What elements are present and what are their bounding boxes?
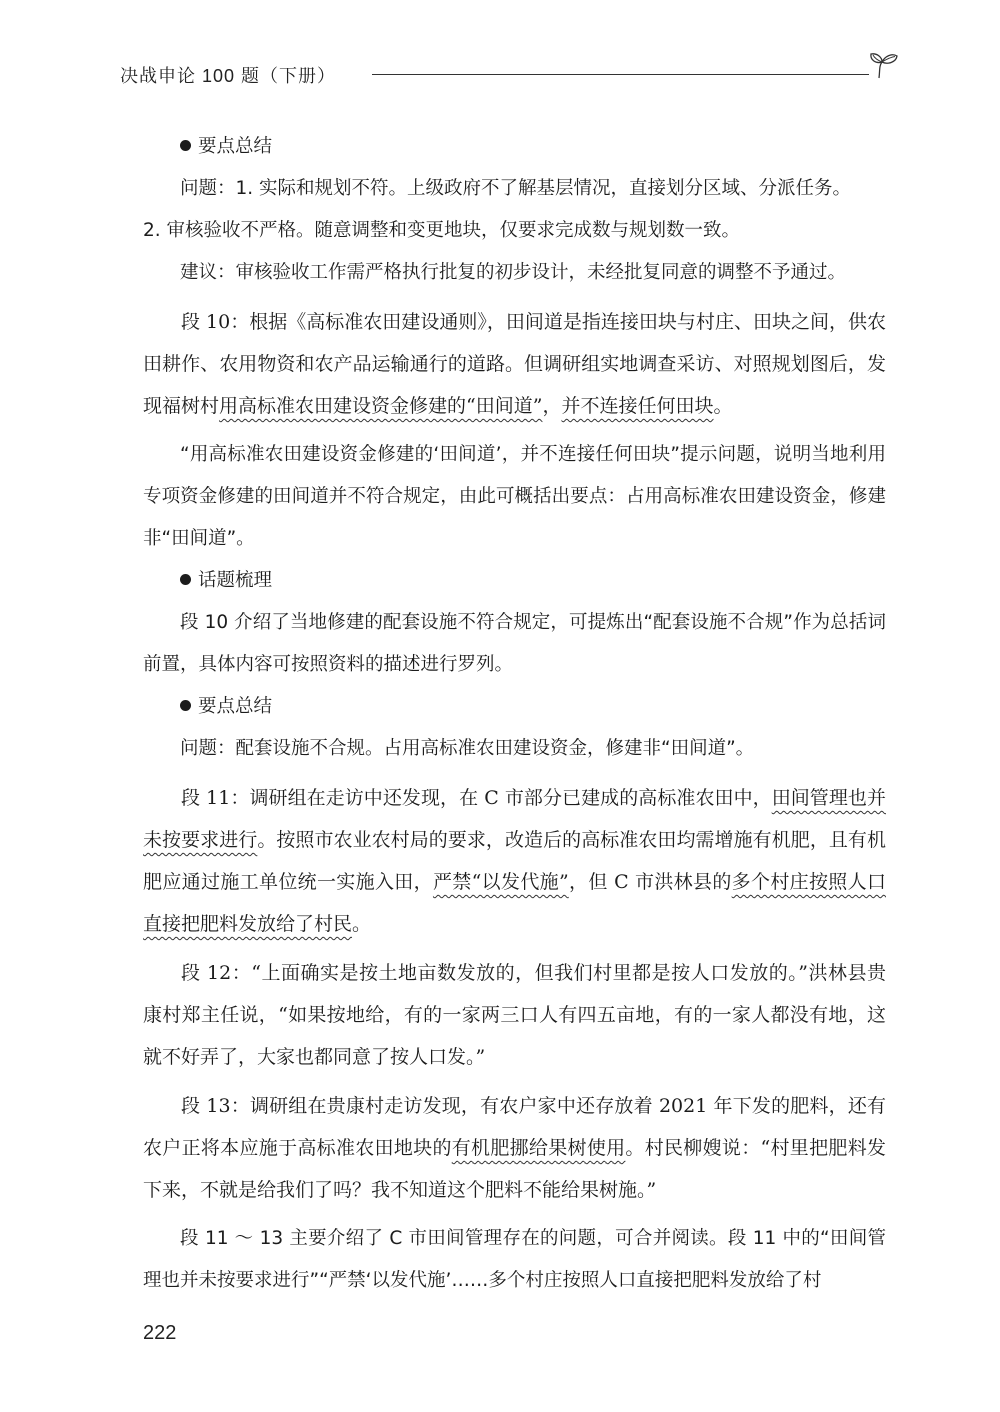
page-body (143, 126, 886, 1302)
highlighted-phrase: 用高标准农田建设资金修建的“田间道” (219, 395, 543, 417)
text-segment: ，但 C 市洪林县的 (568, 871, 732, 893)
analysis-paragraph: 建议：审核验收工作需严格执行批复的初步设计，未经批复同意的调整不予通过。 (180, 262, 847, 283)
bullet-icon (180, 574, 191, 585)
sprout-icon (865, 48, 901, 80)
highlighted-phrase: 并不连接任何田块 (561, 395, 714, 417)
section-heading (143, 560, 886, 602)
text-segment: 段 11：调研组在走访中还发现，在 C 市部分已建成的高标准农田中， (181, 787, 772, 809)
bullet-icon (180, 700, 191, 711)
analysis-paragraph: 问题：配套设施不合规。占用高标准农田建设资金，修建非“田间道”。 (180, 738, 755, 759)
section-heading (143, 686, 886, 728)
analysis-paragraph: 2. 审核验收不严格。随意调整和变更地块，仅要求完成数与规划数一致。 (143, 220, 741, 241)
analysis-paragraph: 问题：1. 实际和规划不符。上级政府不了解基层情况，直接划分区域、分派任务。 (180, 178, 852, 199)
text-segment: 。 (352, 913, 372, 935)
section-heading-text: 要点总结 (198, 696, 273, 717)
highlighted-phrase: 田间管理也并未按要求进行 (143, 787, 886, 851)
source-paragraph: 段 12：“上面确实是按土地亩数发放的，但我们村里都是按人口发放的。”洪林县贵康村郑主任说，“如果按地给，有的一家两三口人有四五亩地，有的一家人都没有地，这就不好弄了，大家也都同意了按人口发。” (143, 962, 886, 1068)
analysis-paragraph: 段 10 介绍了当地修建的配套设施不符合规定，可提炼出“配套设施不合规”作为总括词前置，具体内容可按照资料的描述进行罗列。 (143, 612, 886, 675)
book-title: 决战申论 100 题（下册） (120, 66, 337, 86)
section-heading-text: 话题梳理 (198, 570, 273, 591)
page-number: 222 (143, 1322, 177, 1344)
text-segment: 段 10：根据《高标准农田建设通则》，田间道是指连接田块与村庄、田块之间，供农田耕作、农用物资和农产品运输通行的道路。但调研组实地调查采访、对照规划图后，发现福树村 (143, 311, 886, 417)
analysis-paragraph: 段 11 ～ 13 主要介绍了 C 市田间管理存在的问题，可合并阅读。段 11 中的“田间管理也并未按要求进行”“严禁‘以发代施’……多个村庄按照人口直接把肥料发放给了村 (143, 1228, 886, 1291)
highlighted-phrase: 有机肥挪给果树使用 (451, 1137, 626, 1159)
analysis-paragraph: “用高标准农田建设资金修建的‘田间道’，并不连接任何田块”提示问题，说明当地利用专项资金修建的田间道并不符合规定，由此可概括出要点：占用高标准农田建设资金，修建非“田间道”。 (143, 444, 886, 549)
source-paragraph (143, 1085, 886, 1211)
bullet-icon (180, 140, 191, 151)
highlighted-phrase: 多个村庄按照人口直接把肥料发放给了村民 (143, 871, 886, 935)
text-segment: 。 (713, 395, 733, 417)
section-heading (143, 126, 886, 168)
section-heading-text: 要点总结 (198, 136, 273, 157)
text-segment: 段 13：调研组在贵康村走访发现，有农户家中还存放着 2021 年下发的肥料，还有农户正将本应施于高标准农田地块的 (143, 1095, 886, 1159)
highlighted-phrase: 严禁“以发代施” (432, 871, 569, 893)
text-segment: 。按照市农业农村局的要求，改造后的高标准农田均需增施有机肥，且有机肥应通过施工单位统一实施入田， (143, 829, 886, 893)
running-header (120, 48, 900, 88)
source-paragraph (143, 777, 886, 945)
text-segment: 。村民柳嫂说：“村里把肥料发下来，不就是给我们了吗？我不知道这个肥料不能给果树施。” (143, 1137, 886, 1201)
source-paragraph (143, 301, 886, 427)
header-rule (372, 74, 869, 75)
text-segment: ， (542, 395, 562, 417)
